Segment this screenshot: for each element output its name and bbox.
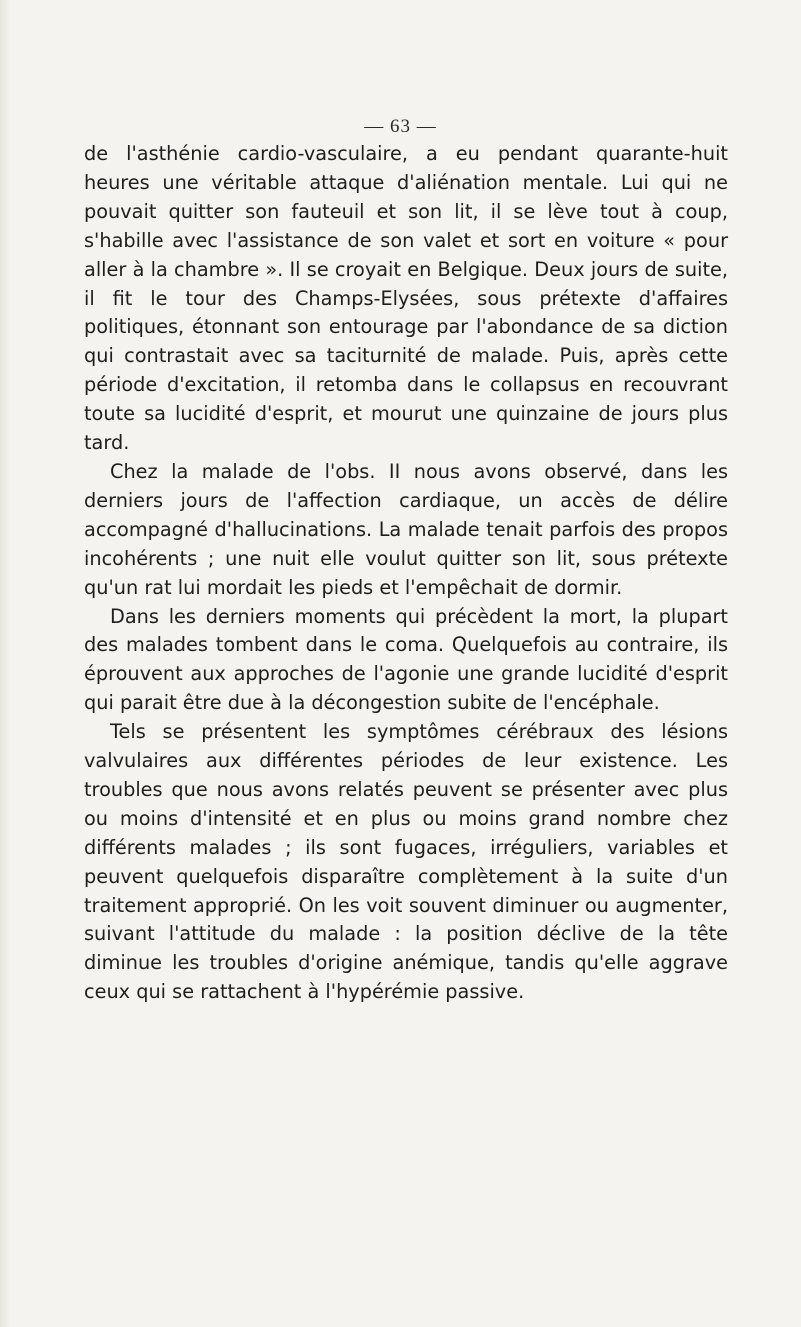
paragraph-1: de l'asthénie cardio-vasculaire, a eu pendant quarante-huit heures une véritable attaque d'aliénation mentale. Lui qui ne pouvait quitter son fauteuil et son lit, il se lève tout à coup, s'habille avec l'assistance de son valet et sort en voiture « pour aller à la chambre ». Il se croyait en Belgique. Deux jours de suite, il fit le tour des Champs-Elysées, sous prétexte d'affaires politiques, étonnant son entourage par l'abondance de sa diction qui contrastait avec sa taciturnité de malade. Puis, après cette période d'excitation, il retomba dans le collapsus en recouvrant toute sa lucidité d'esprit, et mourut une quinzaine de jours plus tard.: [84, 142, 728, 455]
paragraph-2: Chez la malade de l'obs. II nous avons observé, dans les derniers jours de l'affection cardiaque, un accès de délire accompagné d'hallucinations. La malade tenait parfois des propos incohérents ; une nuit elle voulut quitter son lit, sous prétexte qu'un rat lui mordait les pieds et l'empêchait de dormir.: [84, 459, 728, 599]
paragraph-4: Tels se présentent les symptômes cérébraux des lésions valvulaires aux différentes périodes de leur existence. Les troubles que nous avons relatés peuvent se présenter avec plus ou moins d'intensité et en plus ou moins grand nombre chez différents malades ; ils sont fugaces, irréguliers, variables et peuvent quelquefois disparaître complètement à la suite d'un traitement approprié. On les voit souvent diminuer ou augmenter, suivant l'attitude du malade : la position déclive de la tête diminue les troubles d'origine anémique, tandis qu'elle aggrave ceux qui se rattachent à l'hypérémie passive.: [84, 720, 728, 1004]
body-text: [84, 140, 728, 1007]
page-number: — 63 —: [364, 116, 437, 137]
paragraph-3: Dans les derniers moments qui précèdent la mort, la plupart des malades tombent dans le coma. Quelquefois au contraire, ils éprouvent aux approches de l'agonie une grande lucidité d'esprit qui parait être due à la décongestion subite de l'encéphale.: [84, 604, 728, 715]
page-edge-shadow: [0, 0, 10, 1327]
